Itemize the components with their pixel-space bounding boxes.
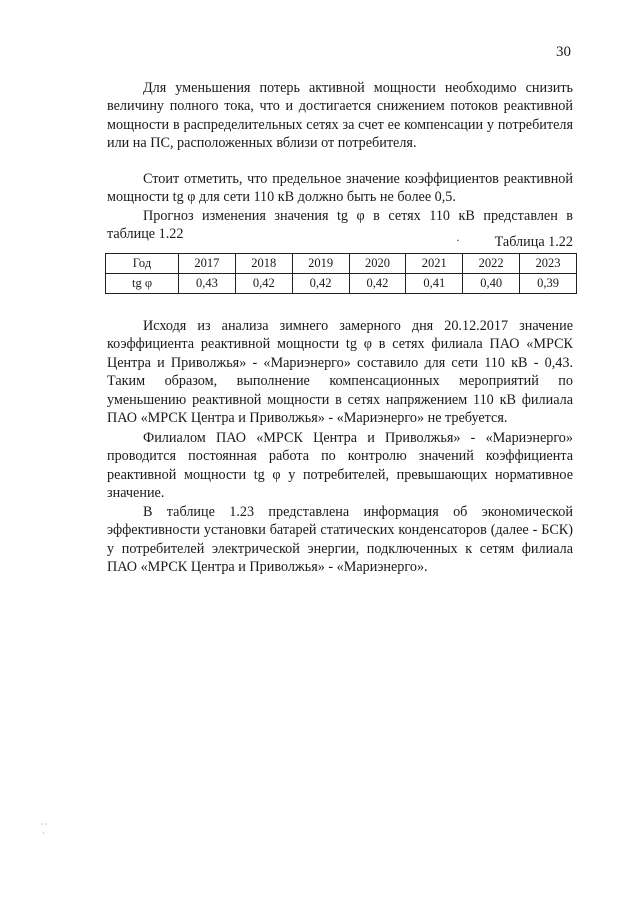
table-caption: Таблица 1.22: [494, 234, 573, 250]
value-cell: 0,39: [520, 274, 577, 294]
paragraph-loss-reduction: Для уменьшения потерь активной мощности необходимо снизить величину полного тока, что и достигается снижением потоков реактивной мощности в распределительных сетях за счет ее компенсации у потребителя или на ПС, расположенных вблизи от потребителя.: [107, 80, 573, 152]
value-cell: 0,40: [463, 274, 520, 294]
speck-mark: ·: [456, 233, 460, 247]
value-cell: 0,43: [179, 274, 236, 294]
paragraph-table-reference: В таблице 1.23 представлена информация об экономической эффективности установки батарей статических конденсаторов (далее - БСК) у потребителей электрической энергии, подключенных к сетям филиала ПАО «МРСК Центра и Приволжья» - «Мариэнерго».: [107, 504, 573, 576]
row-label-tg: tg φ: [106, 274, 179, 294]
table-row: [106, 274, 577, 294]
tg-forecast-table: [105, 253, 577, 294]
value-cell: 0,42: [292, 274, 349, 294]
header-cell-year: 2018: [235, 254, 292, 274]
header-cell-year: 2020: [349, 254, 406, 274]
header-cell-year: 2017: [179, 254, 236, 274]
value-cell: 0,42: [349, 274, 406, 294]
paragraph-limit-value: Стоит отметить, что предельное значение коэффициентов реактивной мощности tg φ для сети 110 кВ должно быть не более 0,5.: [107, 171, 573, 206]
value-cell: 0,41: [406, 274, 463, 294]
page-number: 30: [556, 44, 571, 60]
paragraph-forecast: Прогноз изменения значения tg φ в сетях 110 кВ представлен в таблице 1.22: [107, 208, 573, 243]
scan-specks: · · ·: [40, 820, 48, 838]
paragraph-monitoring: Филиалом ПАО «МРСК Центра и Приволжья» - «Мариэнерго» проводится постоянная работа по контролю значений коэффициента реактивной мощности tg φ у потребителей, превышающих нормативное значение.: [107, 430, 573, 502]
paragraph-winter-analysis: Исходя из анализа зимнего замерного дня 20.12.2017 значение коэффициента реактивной мощности tg φ в сетях филиала ПАО «МРСК Центра и Приволжья» - «Мариэнерго» составило для сети 110 кВ - 0,43. Таким образом, выполнение компенсационных мероприятий по уменьшению реактивной мощности в сетях напряжением 110 кВ филиала ПАО «МРСК Центра и Приволжья» - «Мариэнерго» не требуется.: [107, 318, 573, 427]
table-header-row: [106, 254, 577, 274]
header-cell-year-label: Год: [106, 254, 179, 274]
header-cell-year: 2019: [292, 254, 349, 274]
header-cell-year: 2021: [406, 254, 463, 274]
header-cell-year: 2022: [463, 254, 520, 274]
value-cell: 0,42: [235, 274, 292, 294]
header-cell-year: 2023: [520, 254, 577, 274]
